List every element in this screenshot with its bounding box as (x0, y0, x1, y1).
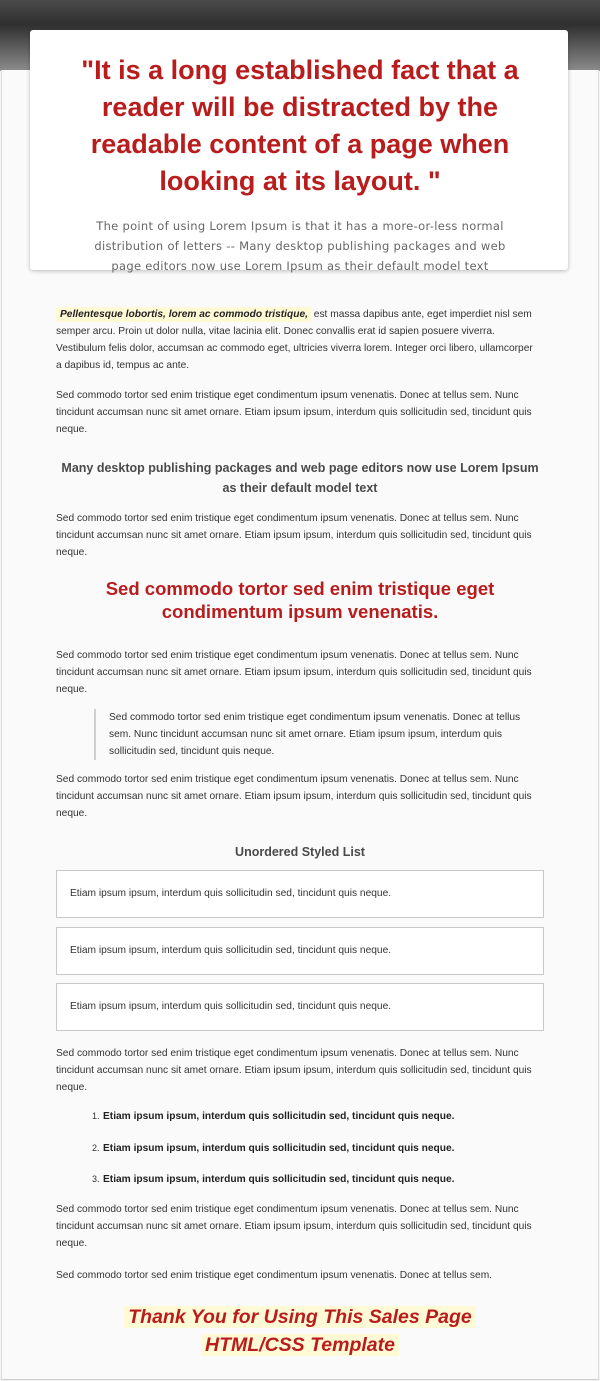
item-number: 1. (92, 1111, 100, 1121)
ordered-list-item (92, 1141, 532, 1156)
last-paragraph: Sed commodo tortor sed enim tristique eget condimentum ipsum venenatis. Donec at tellus sem. (56, 1270, 493, 1281)
thank-you-line-1: Thank You for Using This Sales Page (124, 1306, 476, 1328)
ordered-list-item (92, 1172, 532, 1187)
body-paragraph: Sed commodo tortor sed enim tristique eget condimentum ipsum venenatis. Donec at tellus sem. Nunc tincidunt accumsan nunc sit amet ornare. Etiam ipsum ipsum, interdum quis sollicitudin sed, tincidunt quis neque. (56, 513, 532, 558)
item-text: Etiam ipsum ipsum, interdum quis sollicitudin sed, tincidunt quis neque. (103, 1143, 455, 1154)
styled-list-item: Etiam ipsum ipsum, interdum quis sollicitudin sed, tincidunt quis neque. (56, 870, 544, 918)
item-number: 3. (92, 1174, 100, 1184)
thank-you-line-2: HTML/CSS Template (201, 1334, 399, 1356)
blockquote: Sed commodo tortor sed enim tristique eget condimentum ipsum venenatis. Donec at tellus sem. Nunc tincidunt accumsan nunc sit amet ornare. Etiam ipsum ipsum, interdum quis sollicitudin sed, tincidunt quis neque. (94, 709, 534, 760)
page-subheadline: The point of using Lorem Ipsum is that it has a more-or-less normal distribution of letters -- Many desktop publishing packages and web page editors now use Lorem Ipsum as their default model text (94, 219, 506, 273)
item-text: Etiam ipsum ipsum, interdum quis sollicitudin sed, tincidunt quis neque. (103, 1111, 455, 1122)
thank-you-message (60, 1303, 540, 1359)
page-headline: "It is a long established fact that a reader will be distracted by the readable content of a page when looking at its layout. " (81, 55, 519, 196)
highlighted-text: Pellentesque lobortis, lorem ac commodo tristique, (56, 307, 311, 322)
body-paragraph: Sed commodo tortor sed enim tristique eget condimentum ipsum venenatis. Donec at tellus sem. Nunc tincidunt accumsan nunc sit amet ornare. Etiam ipsum ipsum, interdum quis sollicitudin sed, tincidunt quis neque. (56, 1048, 532, 1093)
item-text: Etiam ipsum ipsum, interdum quis sollicitudin sed, tincidunt quis neque. (103, 1174, 455, 1185)
body-paragraph: Sed commodo tortor sed enim tristique eget condimentum ipsum venenatis. Donec at tellus sem. Nunc tincidunt accumsan nunc sit amet ornare. Etiam ipsum ipsum, interdum quis sollicitudin sed, tincidunt quis neque. (56, 774, 532, 819)
section-heading: Many desktop publishing packages and web page editors now use Lorem Ipsum as their default model text (61, 461, 539, 495)
intro-paragraph (56, 306, 536, 374)
red-subheading: Sed commodo tortor sed enim tristique eget condimentum ipsum venenatis. (105, 578, 495, 622)
ordered-list-item (92, 1109, 532, 1124)
intro-text: est massa dapibus ante, eget imperdiet nisl sem semper arcu. Proin ut dolor nulla, vitae lacinia elit. Donec convallis erat id sapien posuere viverra. Vestibulum felis dolor, accumsan ac commodo eget, ultricies viverra lorem. Integer orci libero, ullamcorper a dapibus id, tempus ac ante. (56, 309, 533, 371)
styled-list-item: Etiam ipsum ipsum, interdum quis sollicitudin sed, tincidunt quis neque. (56, 927, 544, 975)
styled-list-item: Etiam ipsum ipsum, interdum quis sollicitudin sed, tincidunt quis neque. (56, 983, 544, 1031)
item-number: 2. (92, 1143, 100, 1153)
body-paragraph: Sed commodo tortor sed enim tristique eget condimentum ipsum venenatis. Donec at tellus sem. Nunc tincidunt accumsan nunc sit amet ornare. Etiam ipsum ipsum, interdum quis sollicitudin sed, tincidunt quis neque. (56, 650, 532, 695)
body-paragraph: Sed commodo tortor sed enim tristique eget condimentum ipsum venenatis. Donec at tellus sem. Nunc tincidunt accumsan nunc sit amet ornare. Etiam ipsum ipsum, interdum quis sollicitudin sed, tincidunt quis neque. (56, 390, 532, 435)
body-paragraph: Sed commodo tortor sed enim tristique eget condimentum ipsum venenatis. Donec at tellus sem. Nunc tincidunt accumsan nunc sit amet ornare. Etiam ipsum ipsum, interdum quis sollicitudin sed, tincidunt quis neque. (56, 1204, 532, 1249)
styled-list-title: Unordered Styled List (235, 845, 365, 859)
